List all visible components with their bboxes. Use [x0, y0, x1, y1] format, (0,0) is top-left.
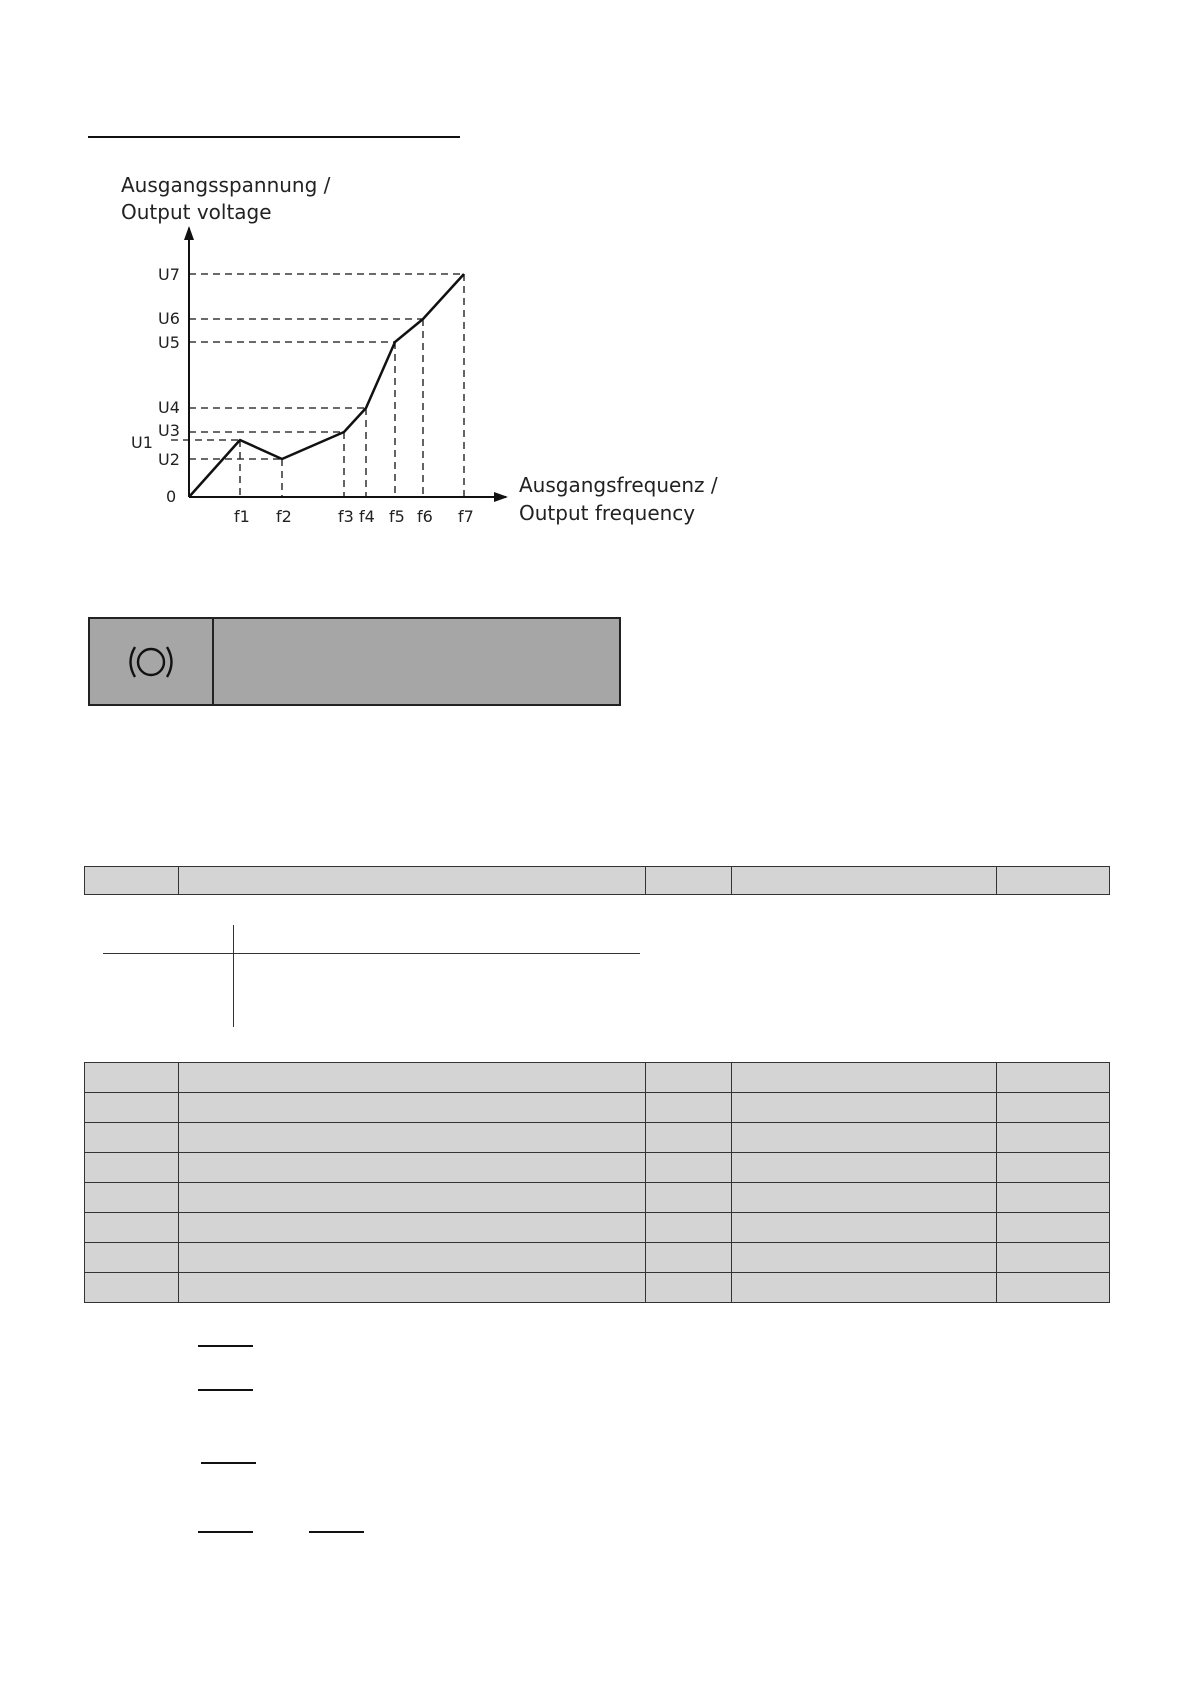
table-cell: [646, 1063, 732, 1093]
table-cell: [997, 1063, 1110, 1093]
table-row: [85, 1123, 1110, 1153]
table-cell: [732, 867, 997, 895]
origin-label: 0: [166, 487, 177, 506]
table-cell: [732, 1123, 997, 1153]
info-text: [214, 619, 619, 704]
y-tick-label-U4: U4: [158, 398, 180, 417]
table-cell: [732, 1063, 997, 1093]
table-cell: [85, 1063, 179, 1093]
y-tick-label-U5: U5: [158, 333, 180, 352]
table-row: [85, 1243, 1110, 1273]
table-cell: [646, 1093, 732, 1123]
table-cell: [179, 1063, 646, 1093]
table-cell: [85, 1183, 179, 1213]
table-row: [85, 1153, 1110, 1183]
x-tick-label-f5: f5: [389, 507, 405, 526]
short-rule: [198, 1531, 253, 1533]
table-cell: [997, 1243, 1110, 1273]
table-cell: [646, 1213, 732, 1243]
table-cell: [646, 867, 732, 895]
table-cell: [732, 1183, 997, 1213]
x-axis-title-line-2: Output frequency: [519, 501, 696, 525]
table-cell: [732, 1153, 997, 1183]
table-cell: [179, 1123, 646, 1153]
table-row: [85, 1213, 1110, 1243]
x-tick-label-f1: f1: [234, 507, 250, 526]
table-cell: [85, 1123, 179, 1153]
parameter-header-table: [84, 866, 1110, 895]
table-row: [85, 1093, 1110, 1123]
brake-icon: [123, 642, 179, 682]
table-cell: [85, 867, 179, 895]
x-tick-label-f3: f3: [338, 507, 354, 526]
short-rule: [198, 1389, 253, 1391]
x-tick-label-f2: f2: [276, 507, 292, 526]
table-cell: [85, 1153, 179, 1183]
mini-table-horizontal-rule: [103, 953, 640, 954]
table-cell: [997, 1213, 1110, 1243]
table-cell: [179, 1243, 646, 1273]
table-row: [85, 1063, 1110, 1093]
table-cell: [646, 1273, 732, 1303]
table-cell: [732, 1273, 997, 1303]
table-cell: [997, 867, 1110, 895]
vf-characteristic-chart: [0, 0, 1190, 560]
table-cell: [646, 1153, 732, 1183]
table-cell: [997, 1183, 1110, 1213]
table-cell: [997, 1093, 1110, 1123]
table-row: [85, 1273, 1110, 1303]
short-rule: [198, 1345, 253, 1347]
table-cell: [732, 1093, 997, 1123]
table-cell: [85, 1243, 179, 1273]
y-axis-title-line-2: Output voltage: [121, 200, 272, 224]
table-cell: [179, 1273, 646, 1303]
parameter-rows-table: [84, 1062, 1110, 1303]
table-cell: [646, 1123, 732, 1153]
y-tick-label-U6: U6: [158, 309, 180, 328]
table-cell: [646, 1183, 732, 1213]
table-cell: [997, 1273, 1110, 1303]
table-cell: [732, 1243, 997, 1273]
x-tick-label-f6: f6: [417, 507, 433, 526]
x-axis-title-line-1: Ausgangsfrequenz /: [519, 473, 718, 497]
y-tick-label-U7: U7: [158, 265, 180, 284]
info-box: [88, 617, 621, 706]
table-cell: [732, 1213, 997, 1243]
table-cell: [179, 1093, 646, 1123]
table-cell: [85, 1093, 179, 1123]
table-cell: [85, 1213, 179, 1243]
table-cell: [997, 1123, 1110, 1153]
table-cell: [179, 1183, 646, 1213]
mini-table-vertical-rule: [233, 925, 234, 1027]
table-cell: [646, 1243, 732, 1273]
info-icon-cell: [90, 619, 214, 704]
x-tick-label-f4: f4: [359, 507, 375, 526]
short-rule: [309, 1531, 364, 1533]
y-tick-label-U1: U1: [131, 433, 153, 452]
table-row: [85, 1183, 1110, 1213]
table-cell: [179, 1153, 646, 1183]
table-cell: [997, 1153, 1110, 1183]
table-cell: [85, 1273, 179, 1303]
y-tick-label-U2: U2: [158, 450, 180, 469]
y-axis-title-line-1: Ausgangsspannung /: [121, 173, 331, 197]
table-cell: [179, 1213, 646, 1243]
table-cell: [179, 867, 646, 895]
table-row: [85, 867, 1110, 895]
x-tick-label-f7: f7: [458, 507, 474, 526]
y-tick-label-U3: U3: [158, 421, 180, 440]
short-rule: [201, 1462, 256, 1464]
